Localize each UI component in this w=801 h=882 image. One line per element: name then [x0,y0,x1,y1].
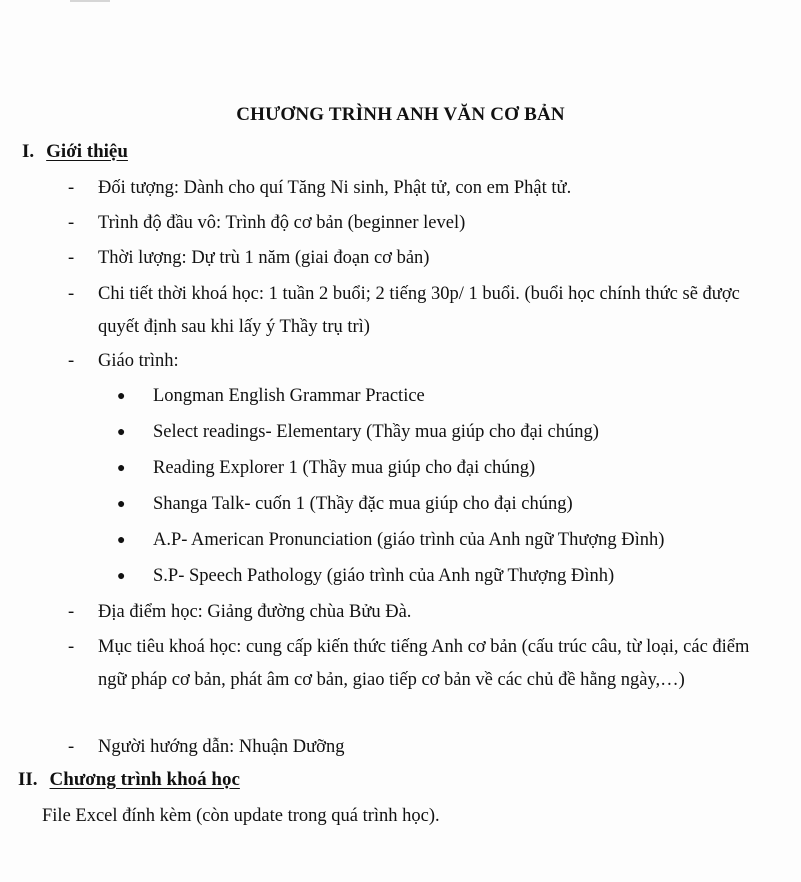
textbook-item: ● Shanga Talk- cuốn 1 (Thầy đặc mua giúp cho đại chúng) [117,488,573,521]
textbook-item: ● S.P- Speech Pathology (giáo trình của Anh ngữ Thượng Đình) [117,560,614,593]
bullet-icon: ● [117,497,126,512]
list-item-duration: - Thời lượng: Dự trù 1 năm (giai đoạn cơ bản) [68,248,430,268]
bullet-icon: ● [117,389,126,404]
list-item-instructor: - Người hướng dẫn: Nhuận Dưỡng [68,737,345,757]
textbook-item: ● A.P- American Pronunciation (giáo trình của Anh ngữ Thượng Đình) [117,524,664,557]
textbook-item: ● Longman English Grammar Practice [117,380,425,413]
list-item-objective: - Mục tiêu khoá học: cung cấp kiến thức tiếng Anh cơ bản (cấu trúc câu, từ loại, các điểm ngữ pháp cơ bản, phát âm cơ bản, giao tiếp cơ bản về các chủ đề hằng ngày,…) [68,637,750,690]
bullet-icon: ● [117,425,126,440]
list-item-schedule: - Chi tiết thời khoá học: 1 tuần 2 buổi; 2 tiếng 30p/ 1 buổi. (buổi học chính thức sẽ được quyết định sau khi lấy ý Thầy trụ trì) [68,284,740,337]
textbook-item: ● Reading Explorer 1 (Thầy mua giúp cho đại chúng) [117,452,535,485]
section-2-title: Chương trình khoá học [49,769,240,790]
list-item-textbooks: - Giáo trình: [68,351,179,371]
list-item-entry-level: - Trình độ đầu vô: Trình độ cơ bản (beginner level) [68,213,466,233]
bullet-icon: ● [117,533,126,548]
section-1-title: Giới thiệu [46,141,128,162]
section-1-heading [22,141,128,163]
section-1-number: I. [22,141,35,162]
section-2-heading [18,769,240,791]
textbook-item: ● Select readings- Elementary (Thầy mua giúp cho đại chúng) [117,416,599,449]
scan-artifact [70,0,110,2]
list-item-audience: - Đối tượng: Dành cho quí Tăng Ni sinh, Phật tử, con em Phật tử. [68,178,572,198]
bullet-icon: ● [117,461,126,476]
document-title: CHƯƠNG TRÌNH ANH VĂN CƠ BẢN [236,104,565,125]
section-2-number: II. [18,769,38,790]
list-item-location: - Địa điểm học: Giảng đường chùa Bửu Đà. [68,602,412,622]
section-2-body: File Excel đính kèm (còn update trong quá trình học). [42,806,440,826]
bullet-icon: ● [117,569,126,584]
